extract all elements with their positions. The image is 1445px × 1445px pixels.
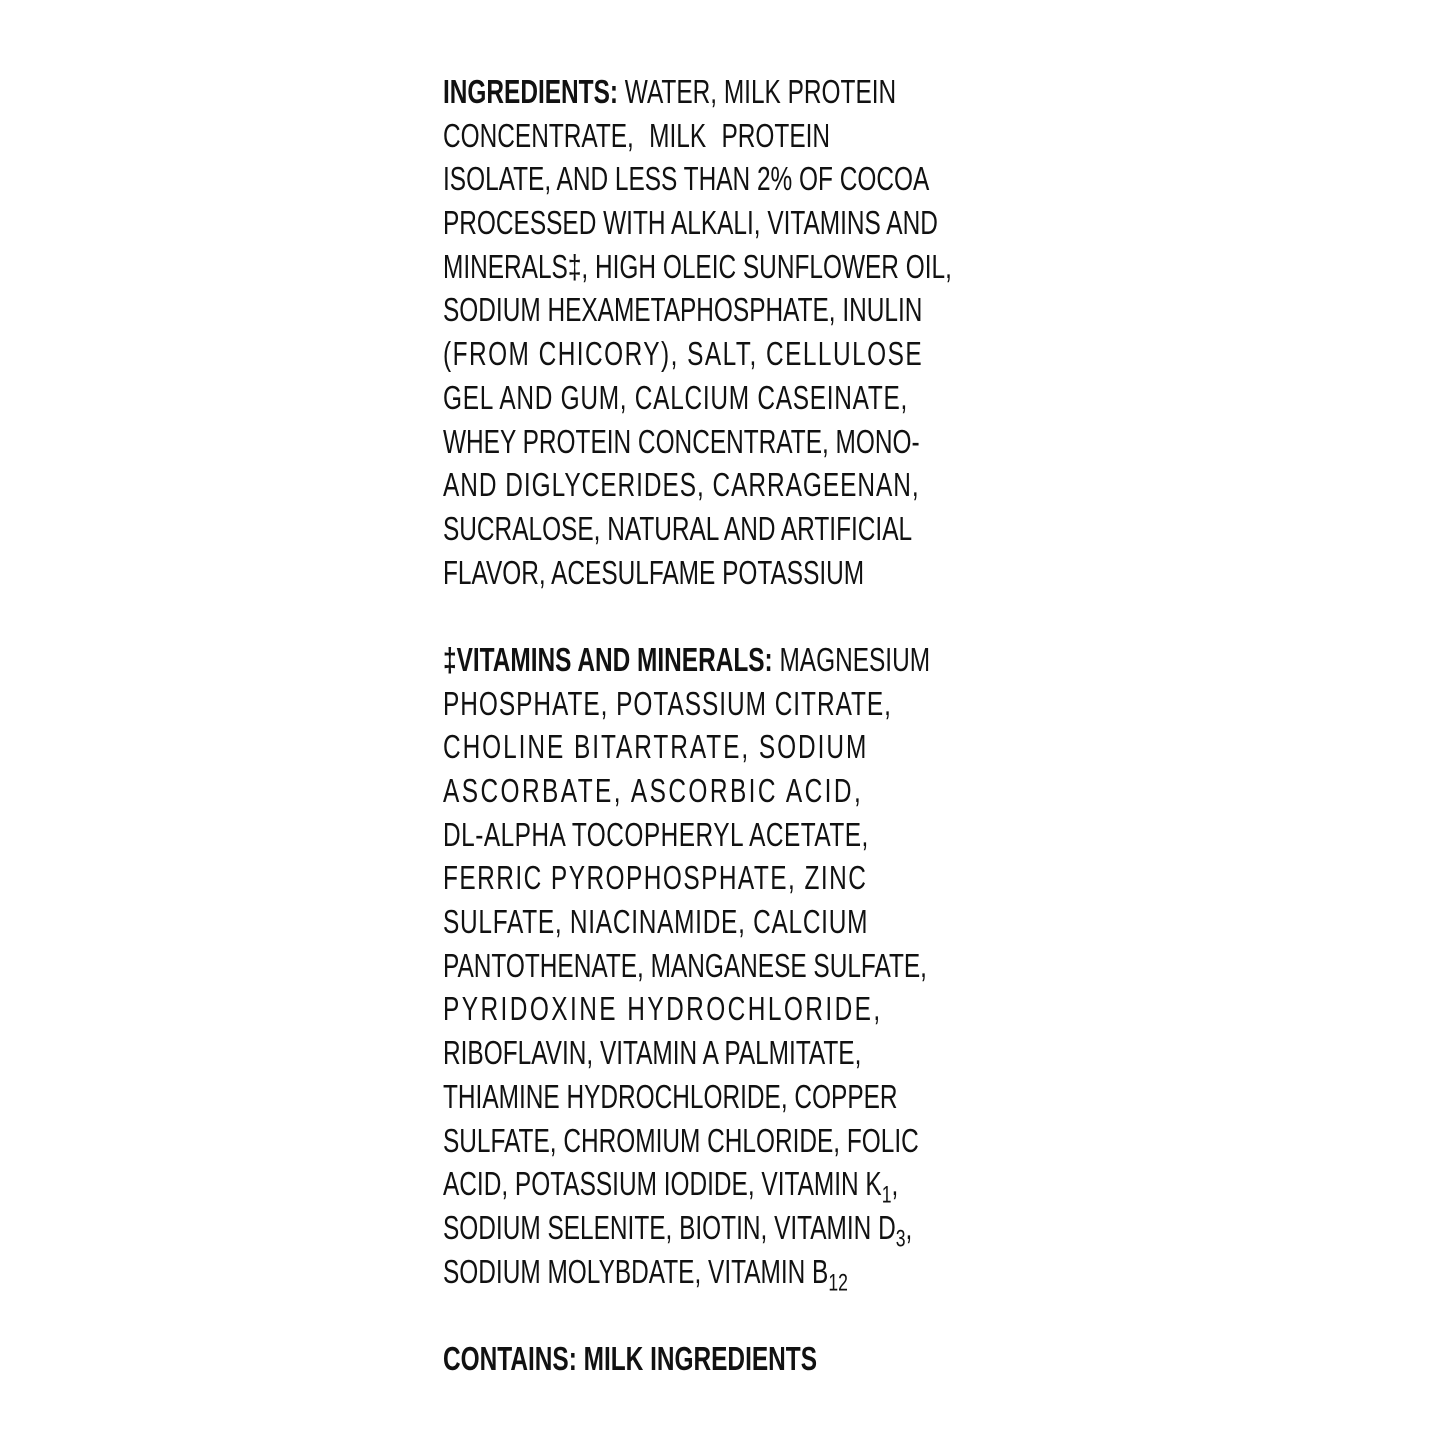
ingredients-line-1-text: WATER, MILK PROTEIN [624, 73, 897, 110]
vitamin-d3-comma: , [905, 1208, 913, 1246]
ingredients-line: WHEY PROTEIN CONCENTRATE, MONO- [443, 422, 920, 460]
vitamins-line-d3 [443, 1206, 1005, 1253]
vitamins-line: SULFATE, NIACINAMIDE, CALCIUM [443, 903, 869, 941]
vitamins-line: ASCORBATE, ASCORBIC ACID, [443, 772, 864, 809]
section-spacer [443, 594, 1003, 638]
ingredients-line: ISOLATE, AND LESS THAN 2% OF COCOA [443, 160, 930, 198]
vitamins-line-1 [443, 638, 1005, 682]
ingredients-line: CONCENTRATE, MILK PROTEIN [443, 116, 831, 154]
vitamin-b12-text: SODIUM MOLYBDATE, VITAMIN B [443, 1252, 829, 1290]
ingredients-line: SUCRALOSE, NATURAL AND ARTIFICIAL [443, 509, 913, 547]
vitamins-line-b12 [443, 1250, 1005, 1297]
contains-statement: CONTAINS: MILK INGREDIENTS [443, 1339, 817, 1377]
ingredients-heading: INGREDIENTS: [443, 73, 619, 110]
vitamin-d3-subscript: 3 [895, 1225, 906, 1253]
ingredients-label-panel [443, 70, 1003, 1381]
ingredients-line-1 [443, 70, 1005, 114]
vitamin-d3-text: SODIUM SELENITE, BIOTIN, VITAMIN D [443, 1208, 896, 1246]
ingredients-line: PROCESSED WITH ALKALI, VITAMINS AND [443, 204, 938, 242]
vitamins-line: PANTOTHENATE, MANGANESE SULFATE, [443, 946, 927, 984]
ingredients-line: SODIUM HEXAMETAPHOSPHATE, INULIN [443, 291, 923, 329]
ingredients-line: FLAVOR, ACESULFAME POTASSIUM [443, 553, 865, 591]
vitamins-line-k1 [443, 1162, 1005, 1209]
vitamin-k1-text: ACID, POTASSIUM IODIDE, VITAMIN K [443, 1165, 882, 1203]
vitamin-k1-comma: , [891, 1165, 899, 1203]
vitamins-line: RIBOFLAVIN, VITAMIN A PALMITATE, [443, 1034, 862, 1072]
ingredients-line: AND DIGLYCERIDES, CARRAGEENAN, [443, 466, 920, 504]
vitamins-heading: ‡VITAMINS AND MINERALS: [443, 640, 773, 678]
vitamins-line: PYRIDOXINE HYDROCHLORIDE, [443, 990, 883, 1028]
ingredients-line: GEL AND GUM, CALCIUM CASEINATE, [443, 378, 909, 416]
vitamins-line: DL-ALPHA TOCOPHERYL ACETATE, [443, 815, 869, 853]
vitamins-line: SULFATE, CHROMIUM CHLORIDE, FOLIC [443, 1121, 919, 1159]
vitamins-line: FERRIC PYROPHOSPHATE, ZINC [443, 859, 868, 897]
ingredients-line: MINERALS‡, HIGH OLEIC SUNFLOWER OIL, [443, 247, 952, 285]
vitamins-line: PHOSPHATE, POTASSIUM CITRATE, [443, 684, 892, 722]
section-spacer [443, 1293, 1003, 1337]
vitamin-b12-subscript: 12 [828, 1269, 848, 1297]
ingredients-line: (FROM CHICORY), SALT, CELLULOSE [443, 335, 924, 373]
vitamins-line: THIAMINE HYDROCHLORIDE, COPPER [443, 1077, 898, 1115]
vitamins-line-1-text: MAGNESIUM [779, 640, 931, 678]
vitamin-k1-subscript: 1 [881, 1181, 892, 1209]
vitamins-line: CHOLINE BITARTRATE, SODIUM [443, 728, 869, 766]
